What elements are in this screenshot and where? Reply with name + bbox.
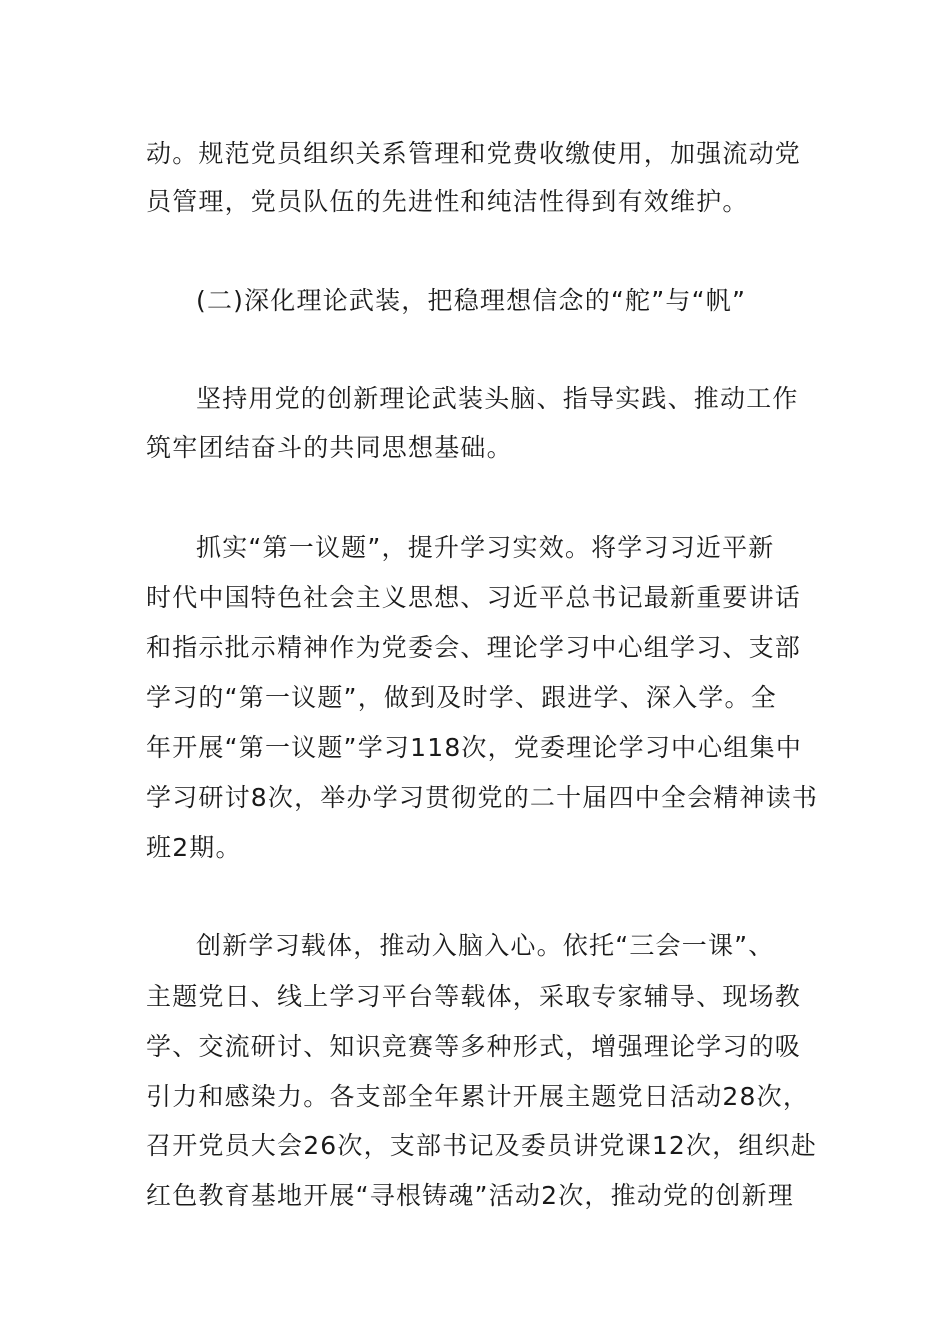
text-line-5: 抓实“第一议题”，提升学习实效。将学习习近平新 xyxy=(196,533,775,562)
text-line-10: 学习研讨8次，举办学习贯彻党的二十届四中全会精神读书 xyxy=(146,783,819,812)
text-line-13: 主题党日、线上学习平台等载体，采取专家辅导、现场教 xyxy=(146,982,802,1011)
text-line-11: 班2期。 xyxy=(146,833,242,862)
text-line-14: 学、交流研讨、知识竞赛等多种形式，增强理论学习的吸 xyxy=(146,1032,802,1061)
text-line-16: 召开党员大会26次，支部书记及委员讲党课12次，组织赴 xyxy=(146,1131,818,1160)
text-line-12: 创新学习载体，推动入脑入心。依托“三会一课”、 xyxy=(196,931,775,960)
text-line-2: 员管理，党员队伍的先进性和纯洁性得到有效维护。 xyxy=(146,187,749,216)
text-line-8: 学习的“第一议题”，做到及时学、跟进学、深入学。全 xyxy=(146,683,777,712)
text-line-3: 坚持用党的创新理论武装头脑、指导实践、推动工作 xyxy=(196,384,799,413)
text-line-4: 筑牢团结奋斗的共同思想基础。 xyxy=(146,433,513,462)
text-line-15: 引力和感染力。各支部全年累计开展主题党日活动28次， xyxy=(146,1082,810,1111)
section-heading: (二)深化理论武装，把稳理想信念的“舵”与“帆” xyxy=(196,286,747,315)
text-line-6: 时代中国特色社会主义思想、习近平总书记最新重要讲话 xyxy=(146,583,802,612)
text-line-7: 和指示批示精神作为党委会、理论学习中心组学习、支部 xyxy=(146,633,802,662)
text-line-9: 年开展“第一议题”学习118次，党委理论学习中心组集中 xyxy=(146,733,803,762)
text-line-17: 红色教育基地开展“寻根铸魂”活动2次，推动党的创新理 xyxy=(146,1181,795,1210)
text-line-1: 动。规范党员组织关系管理和党费收缴使用，加强流动党 xyxy=(146,139,802,168)
